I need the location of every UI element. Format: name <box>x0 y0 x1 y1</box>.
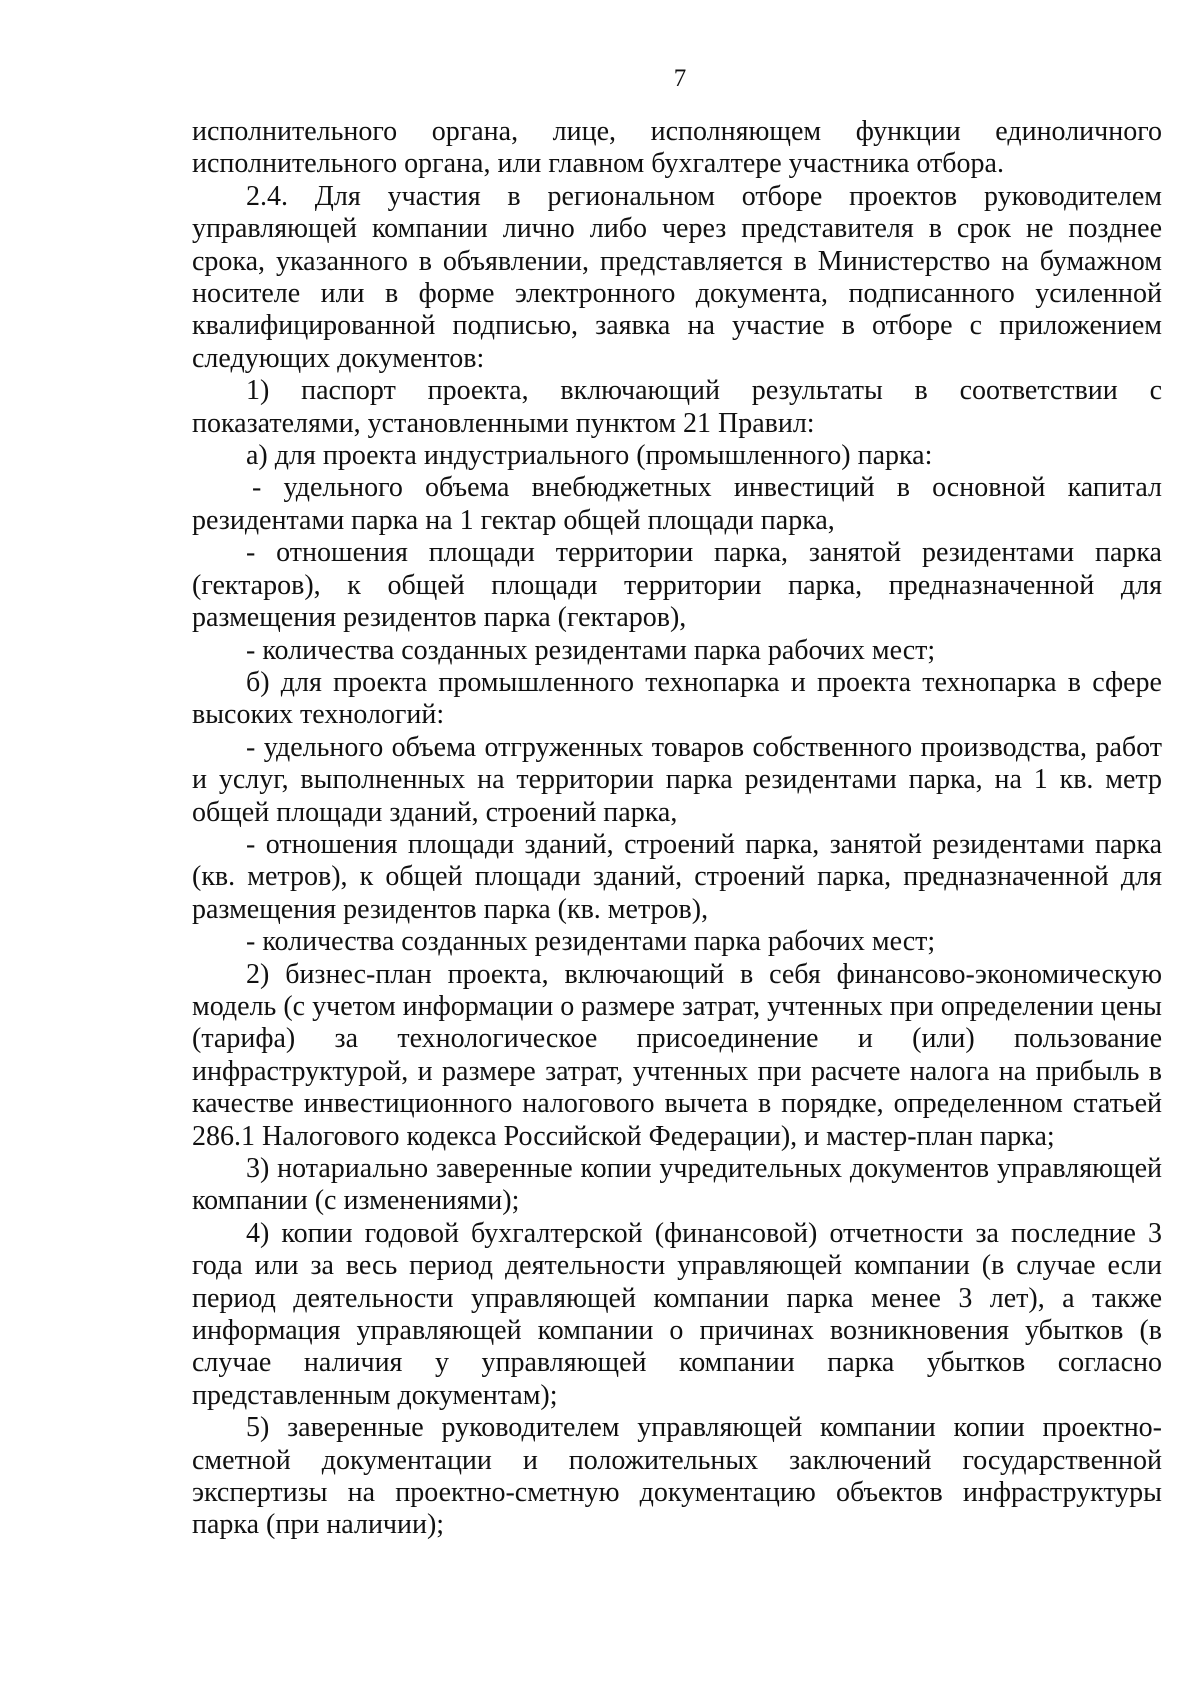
subitem-b-technopark: б) для проекта промышленного технопарка и проекта технопарка в сфере высоких технологий: <box>192 666 1162 731</box>
list-item-1-passport: 1) паспорт проекта, включающий результаты в соответствии с показателями, установленными пунктом 21 Правил: <box>192 375 1162 439</box>
list-item-5-design-documentation: 5) заверенные руководителем управляющей компании копии проектно-сметной документации и положительных заключений государственной экспертизы на проектно-сметную документацию объектов инфраструктуры парка (при наличии); <box>192 1412 1162 1541</box>
bullet-territory-ratio: - отношения площади территории парка, занятой резидентами парка (гектаров), к общей площади территории парка, предназначенной для размещения резидентов парка (гектаров), <box>192 537 1162 634</box>
list-item-2-business-plan: 2) бизнес-план проекта, включающий в себя финансово-экономическую модель (с учетом информации о размере затрат, учтенных при определении цены (тарифа) за технологическое присоединение и (или) пользование инфраструктурой, и размере затрат, учтенных при расчете налога на прибыль в качестве инвестиционного налогового вычета в порядке, определенном статьей 286.1 Налогового кодекса Российской Федерации), и мастер-план парка; <box>192 958 1162 1152</box>
bullet-jobs-count-2: - количества созданных резидентами парка рабочих мест; <box>246 926 936 958</box>
document-body <box>192 116 1162 1542</box>
paragraph-continuation: исполнительного органа, лице, исполняющем функции единоличного исполнительного органа, или главном бухгалтере участника отбора. <box>192 116 1162 180</box>
list-item-4-financial-statements: 4) копии годовой бухгалтерской (финансовой) отчетности за последние 3 года или за весь период деятельности управляющей компании (в случае если период деятельности управляющей компании парка менее 3 лет), а также информация управляющей компании о причинах возникновения убытков (в случае наличия у управляющей компании парка убытков согласно представленным документам); <box>192 1217 1162 1411</box>
bullet-shipped-goods-volume: - удельного объема отгруженных товаров собственного производства, работ и услуг, выполненных на территории парка резидентами парка, на 1 кв. метр общей площади зданий, строений парка, <box>192 731 1162 828</box>
bullet-investment-volume: - удельного объема внебюджетных инвестиций в основной капитал резидентами парка на 1 гектар общей площади парка, <box>192 472 1162 536</box>
paragraph-2-4: 2.4. Для участия в региональном отборе проектов руководителем управляющей компании лично либо через представителя в срок не позднее срока, указанного в объявлении, представляется в Министерство на бумажном носителе или в форме электронного документа, подписанного усиленной квалифицированной подписью, заявка на участие в отборе с приложением следующих документов: <box>192 180 1162 374</box>
list-item-3-charter-copies: 3) нотариально заверенные копии учредительных документов управляющей компании (с изменениями); <box>192 1153 1162 1217</box>
page-number: 7 <box>673 65 687 92</box>
subitem-a-industrial-park: а) для проекта индустриального (промышленного) парка: <box>246 440 933 472</box>
bullet-jobs-count: - количества созданных резидентами парка рабочих мест; <box>246 634 936 666</box>
bullet-buildings-ratio: - отношения площади зданий, строений парка, занятой резидентами парка (кв. метров), к общей площади зданий, строений парка, предназначенной для размещения резидентов парка (кв. метров), <box>192 828 1162 925</box>
